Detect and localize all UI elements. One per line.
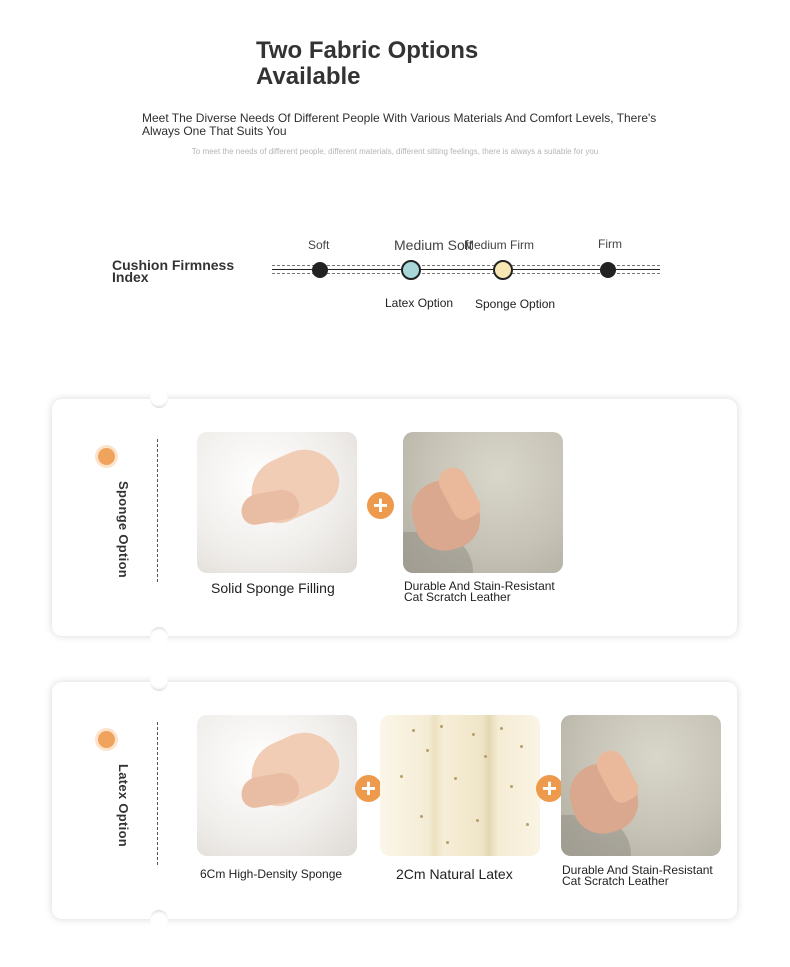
natural-latex-image xyxy=(380,715,540,856)
divider xyxy=(157,439,158,582)
firmness-level-medium-soft: Medium Soft xyxy=(394,237,473,253)
card-notch xyxy=(150,627,168,645)
latex-marker-label: Latex Option xyxy=(385,296,454,310)
sponge-filling-caption: Solid Sponge Filling xyxy=(211,580,335,596)
option-bullet xyxy=(98,731,115,748)
card-notch xyxy=(150,390,168,408)
sponge-filling-image xyxy=(197,432,357,573)
sponge-option-card xyxy=(52,399,737,636)
latex-marker-dot xyxy=(401,260,421,280)
natural-latex-caption: 2Cm Natural Latex xyxy=(396,866,513,882)
plus-icon: + xyxy=(367,492,394,519)
card-notch xyxy=(150,910,168,928)
sponge-marker-dot xyxy=(493,260,513,280)
firmness-index-label: Cushion Firmness Index xyxy=(112,257,235,285)
page-subtitle: Meet The Diverse Needs Of Different People With Various Materials And Comfort Levels, There's Always One That Suits You xyxy=(142,111,657,138)
plus-icon: + xyxy=(355,775,382,802)
high-density-sponge-image xyxy=(197,715,357,856)
soft-dot xyxy=(312,262,328,278)
leather-caption: Durable And Stain-Resistant Cat Scratch Leather xyxy=(404,579,555,604)
card-notch xyxy=(150,673,168,691)
option-bullet xyxy=(98,448,115,465)
firmness-level-medium-firm: Medium Firm xyxy=(464,238,535,252)
leather-caption: Durable And Stain-Resistant Cat Scratch Leather xyxy=(562,863,713,888)
firm-dot xyxy=(600,262,616,278)
cat-scratch-leather-image xyxy=(403,432,563,573)
firmness-level-firm: Firm xyxy=(598,237,622,251)
high-density-sponge-caption: 6Cm High-Density Sponge xyxy=(200,867,343,881)
cat-scratch-leather-image xyxy=(561,715,721,856)
divider xyxy=(157,722,158,865)
sponge-marker-label: Sponge Option xyxy=(475,297,556,311)
firmness-level-soft: Soft xyxy=(308,238,330,252)
latex-option-label: Latex Option xyxy=(116,764,131,848)
latex-option-card xyxy=(52,682,737,919)
page-caption: To meet the needs of different people, different materials, different sitting feelings, there is always a suitable for you xyxy=(191,147,599,156)
plus-icon: + xyxy=(536,775,563,802)
page-title: Two Fabric Options Available xyxy=(256,37,479,90)
sponge-option-label: Sponge Option xyxy=(116,481,131,579)
